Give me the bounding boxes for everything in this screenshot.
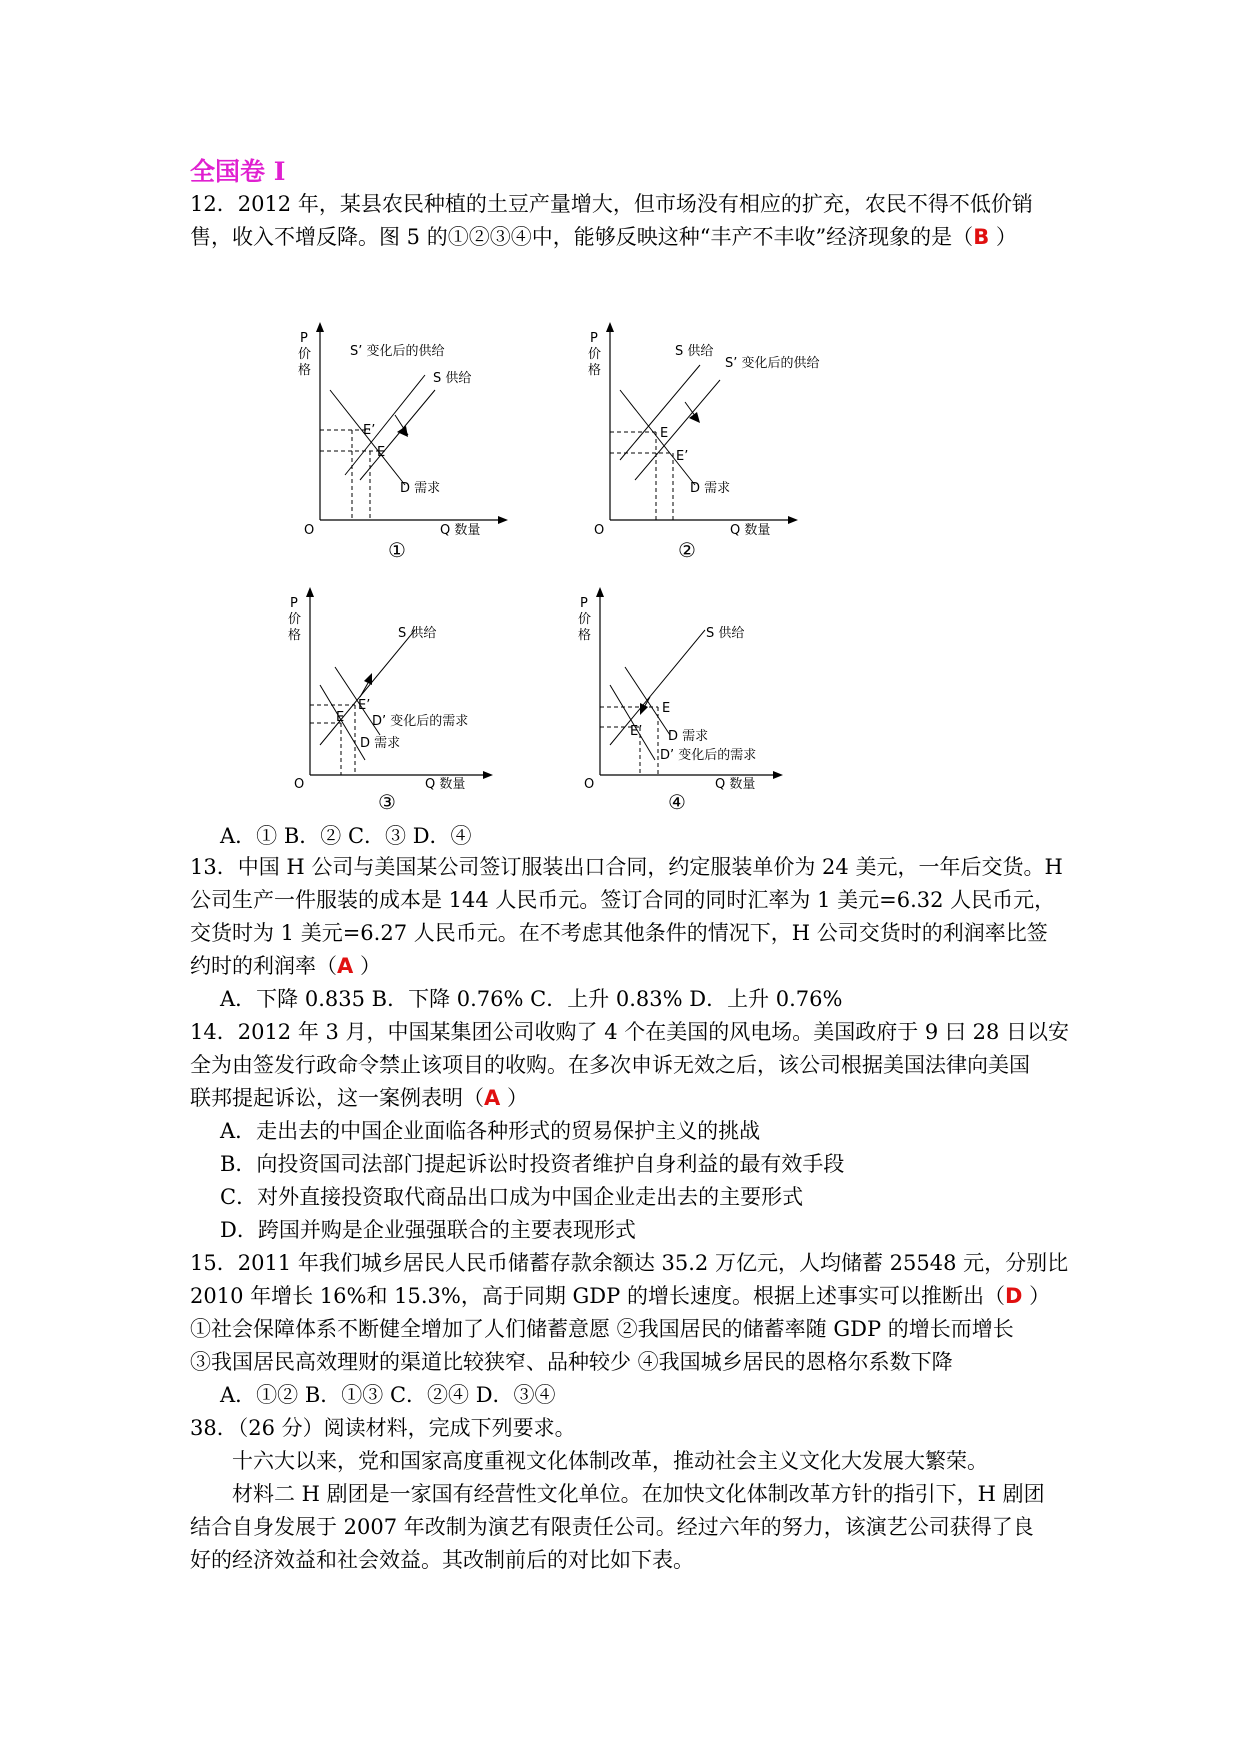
q14-option-b: B．向投资国司法部门提起诉讼时投资者维护自身利益的最有效手段 [220,1152,845,1176]
price-label-1: 价 [298,347,312,362]
graph-3 [280,585,540,795]
origin-label: O [294,777,305,792]
origin-label: O [594,523,605,538]
q38-line4: 结合自身发展于 2007 年改制为演艺有限责任公司。经过六年的努力，该演艺公司获得了良 [190,1515,1034,1539]
q-label: Q 数量 [715,777,756,792]
q15-line3: ①社会保障体系不断健全增加了人们储蓄意愿 ②我国居民的储蓄率随 GDP 的增长而增长 [190,1317,1014,1341]
e-prime-label: E’ [358,698,371,713]
graph-2-caption: ② [678,538,696,562]
q38-line3: 材料二 H 剧团是一家国有经营性文化单位。在加快文化体制改革方针的指引下，H 剧团 [232,1482,1045,1506]
s-label: S 供给 [706,626,745,641]
q13-answer: A [337,954,354,978]
q15-options: A．①② B．①③ C．②④ D．③④ [220,1383,556,1407]
d-label: D 需求 [360,736,401,751]
graph-1-caption: ① [388,538,406,562]
q13-line2: 公司生产一件服装的成本是 144 人民币元。签订合同的同时汇率为 1 美元=6.32 人民币元， [190,888,1056,912]
s-prime-label: S’ 变化后的供给 [350,344,445,359]
section-heading: 全国卷 I [190,157,286,186]
q15-answer: D [1004,1284,1023,1308]
s-label: S 供给 [433,371,472,386]
q12-line1: 12．2012 年，某县农民种植的土豆产量增大，但市场没有相应的扩充，农民不得不低价销 [190,192,1033,216]
q12-answer: B [973,225,990,249]
price-label-1: 价 [588,347,602,362]
d-prime-label: D’ 变化后的需求 [660,748,757,763]
q15-line2: 2010 年增长 16%和 15.3%，高于同期 GDP 的增长速度。根据上述事实可以推断出（D ） [190,1284,1051,1308]
graph-1 [290,320,530,540]
d-label: D 需求 [668,729,709,744]
graph-4-caption: ④ [668,790,686,814]
price-label-1: 价 [578,612,592,627]
e-label: E [377,445,386,460]
q14-option-a: A．走出去的中国企业面临各种形式的贸易保护主义的挑战 [220,1119,761,1143]
s-label: S 供给 [398,626,437,641]
q-label: Q 数量 [730,523,771,538]
e-label: E [662,701,671,716]
p-label: P [590,331,598,346]
p-label: P [300,331,308,346]
q12-line2: 售，收入不增反降。图 5 的①②③④中，能够反映这种“丰产不丰收”经济现象的是（B ） [190,225,1017,249]
graph-2 [580,320,860,540]
q38-line1: 38．（26 分）阅读材料，完成下列要求。 [190,1416,576,1440]
q14-answer: A [484,1086,501,1110]
q14-line1: 14．2012 年 3 月，中国某集团公司收购了 4 个在美国的风电场。美国政府于 9 曰 28 日以安 [190,1020,1070,1044]
q14-line2: 全为由签发行政命令禁止该项目的收购。在多次申诉无效之后，该公司根据美国法律向美国 [190,1053,1030,1077]
d-label: D 需求 [690,481,731,496]
q14-option-c: C．对外直接投资取代商品出口成为中国企业走出去的主要形式 [220,1185,804,1209]
q13-options: A．下降 0.835 B．下降 0.76% C．上升 0.83% D．上升 0.76% [220,987,843,1011]
q-label: Q 数量 [440,523,481,538]
e-prime-label: E’ [363,423,376,438]
s-label: S 供给 [675,344,714,359]
q13-line4: 约时的利润率（A ） [190,954,381,978]
e-prime-label: E’ [676,449,689,464]
price-label-2: 格 [588,363,602,378]
q12-options: A．① B．② C．③ D．④ [220,824,472,848]
graph-3-caption: ③ [378,790,396,814]
q38-line2: 十六大以来，党和国家高度重视文化体制改革，推动社会主义文化大发展大繁荣。 [232,1449,988,1473]
graph-4 [570,585,840,795]
p-label: P [580,596,588,611]
q13-line3: 交货时为 1 美元=6.27 人民币元。在不考虑其他条件的情况下，H 公司交货时的利润率比签 [190,921,1048,945]
q-label: Q 数量 [425,777,466,792]
e-prime-label: E’ [630,724,643,739]
s-prime-label: S’ 变化后的供给 [725,356,820,371]
q13-line1: 13．中国 H 公司与美国某公司签订服装出口合同，约定服装单价为 24 美元，一年后交货。H [190,855,1063,879]
p-label: P [290,596,298,611]
price-label-2: 格 [298,363,312,378]
q15-line4: ③我国居民高效理财的渠道比较狭窄、品种较少 ④我国城乡居民的恩格尔系数下降 [190,1350,953,1374]
d-label: D 需求 [400,481,441,496]
q15-line1: 15．2011 年我们城乡居民人民币储蓄存款余额达 35.2 万亿元，人均储蓄 25548 元，分别比 [190,1251,1069,1275]
q14-option-d: D．跨国并购是企业强强联合的主要表现形式 [220,1218,636,1242]
q14-line3: 联邦提起诉讼，这一案例表明（A ） [190,1086,528,1110]
origin-label: O [304,523,315,538]
d-prime-label: D’ 变化后的需求 [372,714,469,729]
origin-label: O [584,777,595,792]
price-label-2: 格 [578,628,592,643]
e-label: E [336,710,345,725]
price-label-1: 价 [288,612,302,627]
e-label: E [660,426,669,441]
q38-line5: 好的经济效益和社会效益。其改制前后的对比如下表。 [190,1548,694,1572]
price-label-2: 格 [288,628,302,643]
